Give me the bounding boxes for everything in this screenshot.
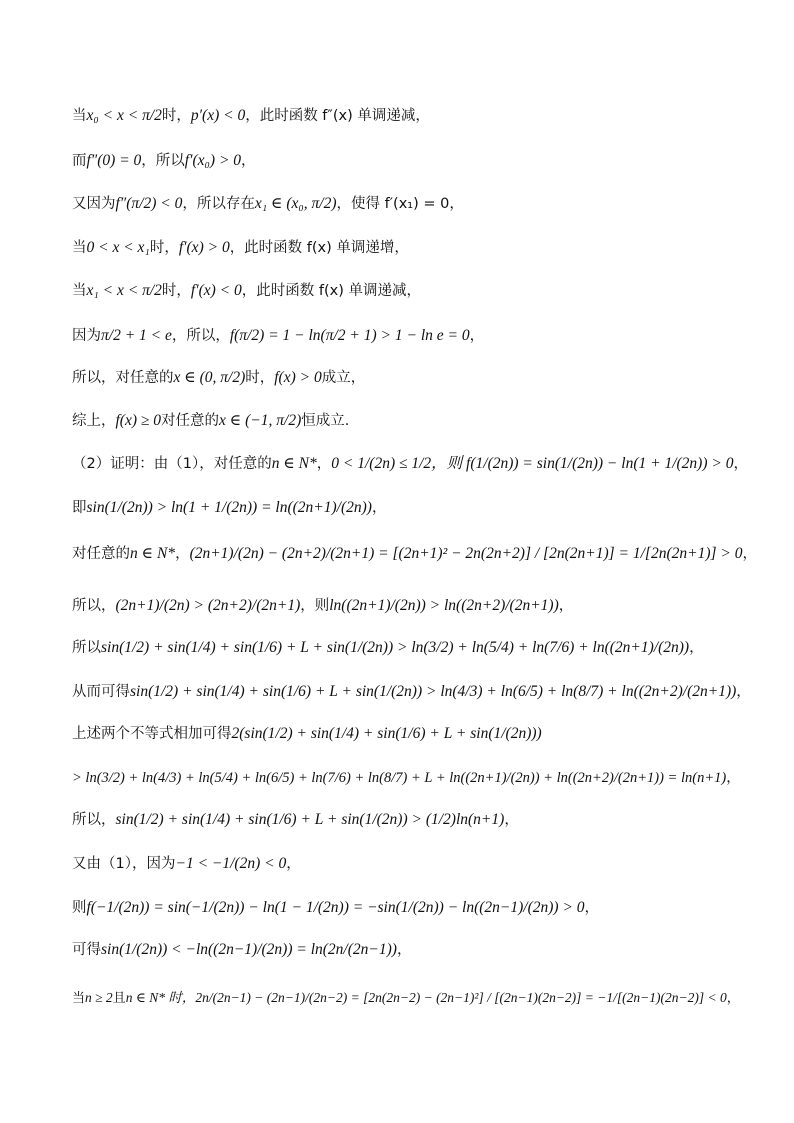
line-connector: ，所以存在 bbox=[182, 196, 255, 212]
math-expression: sin(1/2) + sin(1/4) + sin(1/6) + L + sin(1/(2n)) > ln(3/2) + ln(5/4) + ln(7/6) + ln((2n+1)/(2n)) bbox=[101, 639, 690, 656]
line-prefix: 因为 bbox=[72, 328, 101, 344]
line-suffix: ， bbox=[742, 546, 757, 562]
text-line bbox=[72, 100, 762, 130]
line-prefix: 所以， bbox=[72, 598, 116, 614]
line-suffix: ， bbox=[504, 812, 519, 828]
line-connector: ，所以， bbox=[171, 328, 230, 344]
text-line bbox=[72, 718, 762, 748]
line-suffix: ， bbox=[733, 456, 748, 472]
line-suffix: 成立， bbox=[321, 370, 366, 386]
text-line bbox=[72, 676, 762, 706]
text-line bbox=[72, 804, 762, 834]
line-prefix: 即 bbox=[72, 500, 87, 516]
math-expression: f′(x) > 0 bbox=[178, 239, 230, 256]
math-expression: sin(1/2) + sin(1/4) + sin(1/6) + L + sin(1/(2n)) > ln(4/3) + ln(6/5) + ln(8/7) + ln((2n+2)/(2n+1)) bbox=[130, 683, 737, 700]
line-connector: ， bbox=[175, 546, 190, 562]
line-prefix: 则 bbox=[72, 900, 87, 916]
math-expression: 2(sin(1/2) + sin(1/4) + sin(1/6) + L + sin(1/(2n))) bbox=[231, 725, 542, 742]
line-suffix: ， bbox=[584, 900, 600, 916]
line-prefix: 可得 bbox=[72, 942, 101, 958]
math-expression: sin(1/(2n)) < −ln((2n−1)/(2n)) = ln(2n/(2n−1)) bbox=[101, 941, 397, 958]
math-expression: n ∈ N* bbox=[130, 545, 176, 562]
line-suffix: ， bbox=[286, 856, 301, 872]
math-expression: f(x) ≥ 0 bbox=[115, 412, 162, 429]
line-suffix: ，此时函数 f(x) 单调递增， bbox=[229, 240, 409, 256]
math-expression: (2n+1)/(2n) − (2n+2)/(2n+1) = [(2n+1)² − 2n(2n+2)] / [2n(2n+1)] = 1/[2n(2n+1)] > 0 bbox=[189, 545, 743, 562]
line-suffix: ， bbox=[736, 684, 751, 700]
line-prefix: 而 bbox=[72, 153, 87, 169]
math-expression: x₁ < x < π/2 bbox=[86, 282, 162, 299]
math-expression: n ∈ N* bbox=[271, 455, 317, 472]
line-suffix: ， bbox=[371, 500, 387, 516]
line-prefix: 当 bbox=[72, 108, 87, 124]
math-expression: p′(x) < 0 bbox=[190, 107, 246, 124]
line-connector: 时， bbox=[149, 240, 179, 256]
math-expression: π/2 + 1 < e bbox=[101, 327, 172, 344]
math-expression: n ≥ 2 bbox=[85, 990, 113, 1005]
text-line bbox=[72, 632, 762, 662]
text-line bbox=[72, 538, 762, 568]
text-line bbox=[72, 448, 762, 478]
line-prefix: 所以，对任意的 bbox=[72, 370, 174, 386]
line-prefix: （2）证明：由（1），对任意的 bbox=[72, 456, 272, 472]
math-expression: x₀ < x < π/2 bbox=[86, 107, 162, 124]
line-connector: 时， bbox=[161, 283, 191, 299]
line-connector: 时， bbox=[161, 108, 191, 124]
text-line bbox=[72, 492, 762, 522]
math-expression: sin(1/2) + sin(1/4) + sin(1/6) + L + sin(1/(2n)) > (1/2)ln(n+1) bbox=[115, 811, 505, 828]
line-prefix: 从而可得 bbox=[72, 684, 130, 700]
text-line bbox=[72, 848, 762, 878]
text-line bbox=[72, 145, 762, 175]
text-line bbox=[72, 590, 762, 620]
text-line bbox=[72, 982, 762, 1012]
math-expression: x₁ ∈ (x₀, π/2) bbox=[254, 195, 337, 212]
math-expression: f′(x) < 0 bbox=[190, 282, 242, 299]
line-suffix: ， bbox=[558, 598, 574, 614]
line-prefix: 所以， bbox=[72, 812, 116, 828]
line-prefix: 当 bbox=[72, 240, 87, 256]
line-connector: 对任意的 bbox=[161, 413, 220, 429]
math-expression: f(−1/(2n)) = sin(−1/(2n)) − ln(1 − 1/(2n)) = −sin(1/(2n)) − ln((2n−1)/(2n)) > 0 bbox=[86, 899, 585, 916]
line-prefix: 所以 bbox=[72, 640, 101, 656]
text-line bbox=[72, 232, 762, 262]
text-line bbox=[72, 188, 762, 218]
line-prefix: 又由（1），因为 bbox=[72, 856, 176, 872]
math-expression: f(x) > 0 bbox=[274, 369, 322, 386]
line-suffix: ， bbox=[469, 328, 485, 344]
math-expression: > ln(3/2) + ln(4/3) + ln(5/4) + ln(6/5) + ln(7/6) + ln(8/7) + L + ln((2n+1)/(2n)) + ln((2n+2)/(2n+1)) = ln(n+1) bbox=[72, 770, 727, 786]
math-expression: sin(1/(2n)) > ln(1 + 1/(2n)) = ln((2n+1)/(2n)) bbox=[86, 499, 372, 516]
line-connector: ， bbox=[316, 456, 332, 472]
math-expression: f′(x₀) > 0 bbox=[184, 152, 242, 169]
line-prefix: 当 bbox=[72, 283, 87, 299]
text-line bbox=[72, 362, 762, 392]
line-suffix: ，使得 f′(x₁) = 0， bbox=[336, 196, 464, 212]
line-suffix: ， bbox=[726, 770, 741, 786]
text-line bbox=[72, 934, 762, 964]
math-expression: 0 < x < x₁ bbox=[86, 239, 150, 256]
line-prefix: 综上， bbox=[72, 413, 116, 429]
math-expression: ln((2n+1)/(2n)) > ln((2n+2)/(2n+1)) bbox=[329, 597, 559, 614]
math-expression: f(π/2) = 1 − ln(π/2 + 1) > 1 − ln e = 0 bbox=[229, 327, 470, 344]
text-line bbox=[72, 762, 762, 792]
line-prefix: 上述两个不等式相加可得 bbox=[72, 726, 232, 742]
math-expression: f″(π/2) < 0 bbox=[115, 195, 183, 212]
line-suffix: ， bbox=[241, 153, 256, 169]
line-suffix: ，此时函数 f(x) 单调递减， bbox=[241, 283, 421, 299]
line-suffix: 恒成立. bbox=[301, 413, 350, 429]
math-expression: x ∈ (−1, π/2) bbox=[219, 412, 302, 429]
text-line bbox=[72, 320, 762, 350]
line-connector: 且 bbox=[112, 991, 126, 1006]
math-expression: 0 < 1/(2n) ≤ 1/2，则 f(1/(2n)) = sin(1/(2n)) − ln(1 + 1/(2n)) > 0 bbox=[331, 455, 734, 472]
math-expression: x ∈ (0, π/2) bbox=[173, 369, 246, 386]
line-suffix: ， bbox=[726, 991, 740, 1006]
line-connector: 时， bbox=[245, 370, 275, 386]
math-expression: (2n+1)/(2n) > (2n+2)/(2n+1) bbox=[115, 597, 301, 614]
line-prefix: 当 bbox=[72, 991, 86, 1006]
line-connector: ，所以 bbox=[141, 153, 185, 169]
text-line bbox=[72, 275, 762, 305]
line-prefix: 又因为 bbox=[72, 196, 116, 212]
text-line bbox=[72, 405, 762, 435]
line-connector: ，则 bbox=[300, 598, 330, 614]
line-suffix: ， bbox=[396, 942, 412, 958]
line-suffix: ， bbox=[689, 640, 704, 656]
math-expression: n ∈ N* 时，2n/(2n−1) − (2n−1)/(2n−2) = [2n(2n−2) − (2n−1)²] / [(2n−1)(2n−2)] = −1/[(2n−1)(2n−2)] < 0 bbox=[125, 990, 727, 1005]
line-suffix: ，此时函数 f″(x) 单调递减， bbox=[245, 108, 430, 124]
math-expression: −1 < −1/(2n) < 0 bbox=[175, 855, 287, 872]
math-expression: f″(0) = 0 bbox=[86, 152, 142, 169]
line-prefix: 对任意的 bbox=[72, 546, 130, 562]
text-line bbox=[72, 892, 762, 922]
